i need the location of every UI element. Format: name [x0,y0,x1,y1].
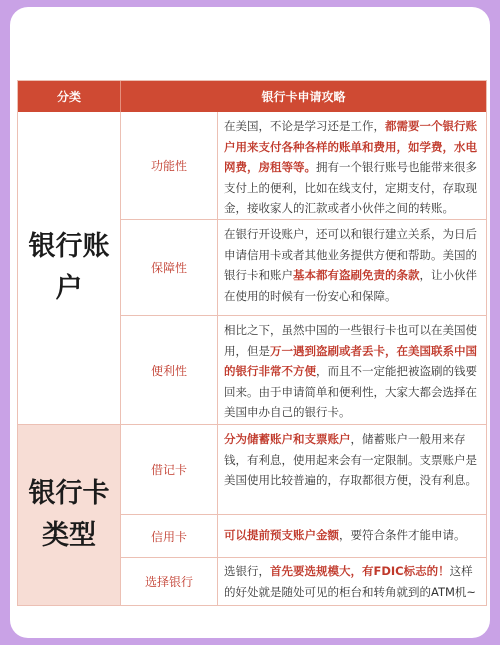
body-text: 选银行， [224,564,270,578]
header-guide: 银行卡申请攻略 [121,81,486,112]
highlight-text: 万一遇到盗刷或者丢卡，在美国联系中国的银行非常不方便 [224,343,477,378]
group-title: 银行卡 类型 [28,478,110,551]
group-title: 银行账 户 [28,231,110,304]
body-text: ，而且不一定能把被盗刷的钱要回来。由于申请简单和便利性，大家大都会选择在美国申办自己的银行卡。 [224,364,477,419]
body-text: ，要符合条件才能申请。 [339,528,466,542]
guide-card [10,7,490,638]
row-label-credit-card: 信用卡 [121,515,218,558]
body-text: ，储蓄账户一般用来存钱，有利息，使用起来会有一定限制。支票账户是美国使用比较普遍的，存取都很方便，没有利息。 [224,432,477,487]
row-label-functionality: 功能性 [121,112,218,220]
body-text: 在美国，不论是学习还是工作， [224,119,385,133]
row-desc-debit-card [218,425,486,515]
highlight-text: 基本都有盗刷免责的条款 [293,268,420,282]
highlight-text: 分为储蓄账户和支票账户 [224,432,351,446]
highlight-text: 首先要选规模大，有FDIC标志的！ [270,564,450,578]
body-text: 在银行开设账户，还可以和银行建立关系，为日后申请信用卡或者其他业务提供方便和帮助。美国的银行卡和账户 [224,227,477,282]
row-desc-security [218,220,486,316]
body-text: 相比之下，虽然中国的一些银行卡也可以在美国使用，但是 [224,323,477,358]
row-label-security: 保障性 [121,220,218,316]
row-desc-choose-bank [218,558,486,605]
group-card-type [18,425,121,605]
row-label-choose-bank: 选择银行 [121,558,218,605]
body-text: 拥有一个银行账号也能带来很多支付上的便利，比如在线支付，定期支付，存取现金，接收家人的汇款或者小伙伴之间的转账。 [224,160,477,215]
row-label-convenience: 便利性 [121,316,218,425]
row-desc-functionality [218,112,486,220]
body-text: 这样的好处就是随处可见的柜台和转角就到的ATM机~ [224,564,477,599]
row-desc-credit-card [218,515,486,558]
bank-card-guide-table [17,80,487,606]
row-label-debit-card: 借记卡 [121,425,218,515]
header-category: 分类 [18,81,121,112]
highlight-text: 可以提前预支账户金额 [224,528,339,542]
group-bank-account [18,112,121,425]
highlight-text: 都需要一个银行账户用来支付各种各样的账单和费用，如学费，水电网费，房租等等。 [224,119,477,174]
row-desc-convenience [218,316,486,425]
body-text: ，让小伙伴在使用的时候有一份安心和保障。 [224,268,477,303]
